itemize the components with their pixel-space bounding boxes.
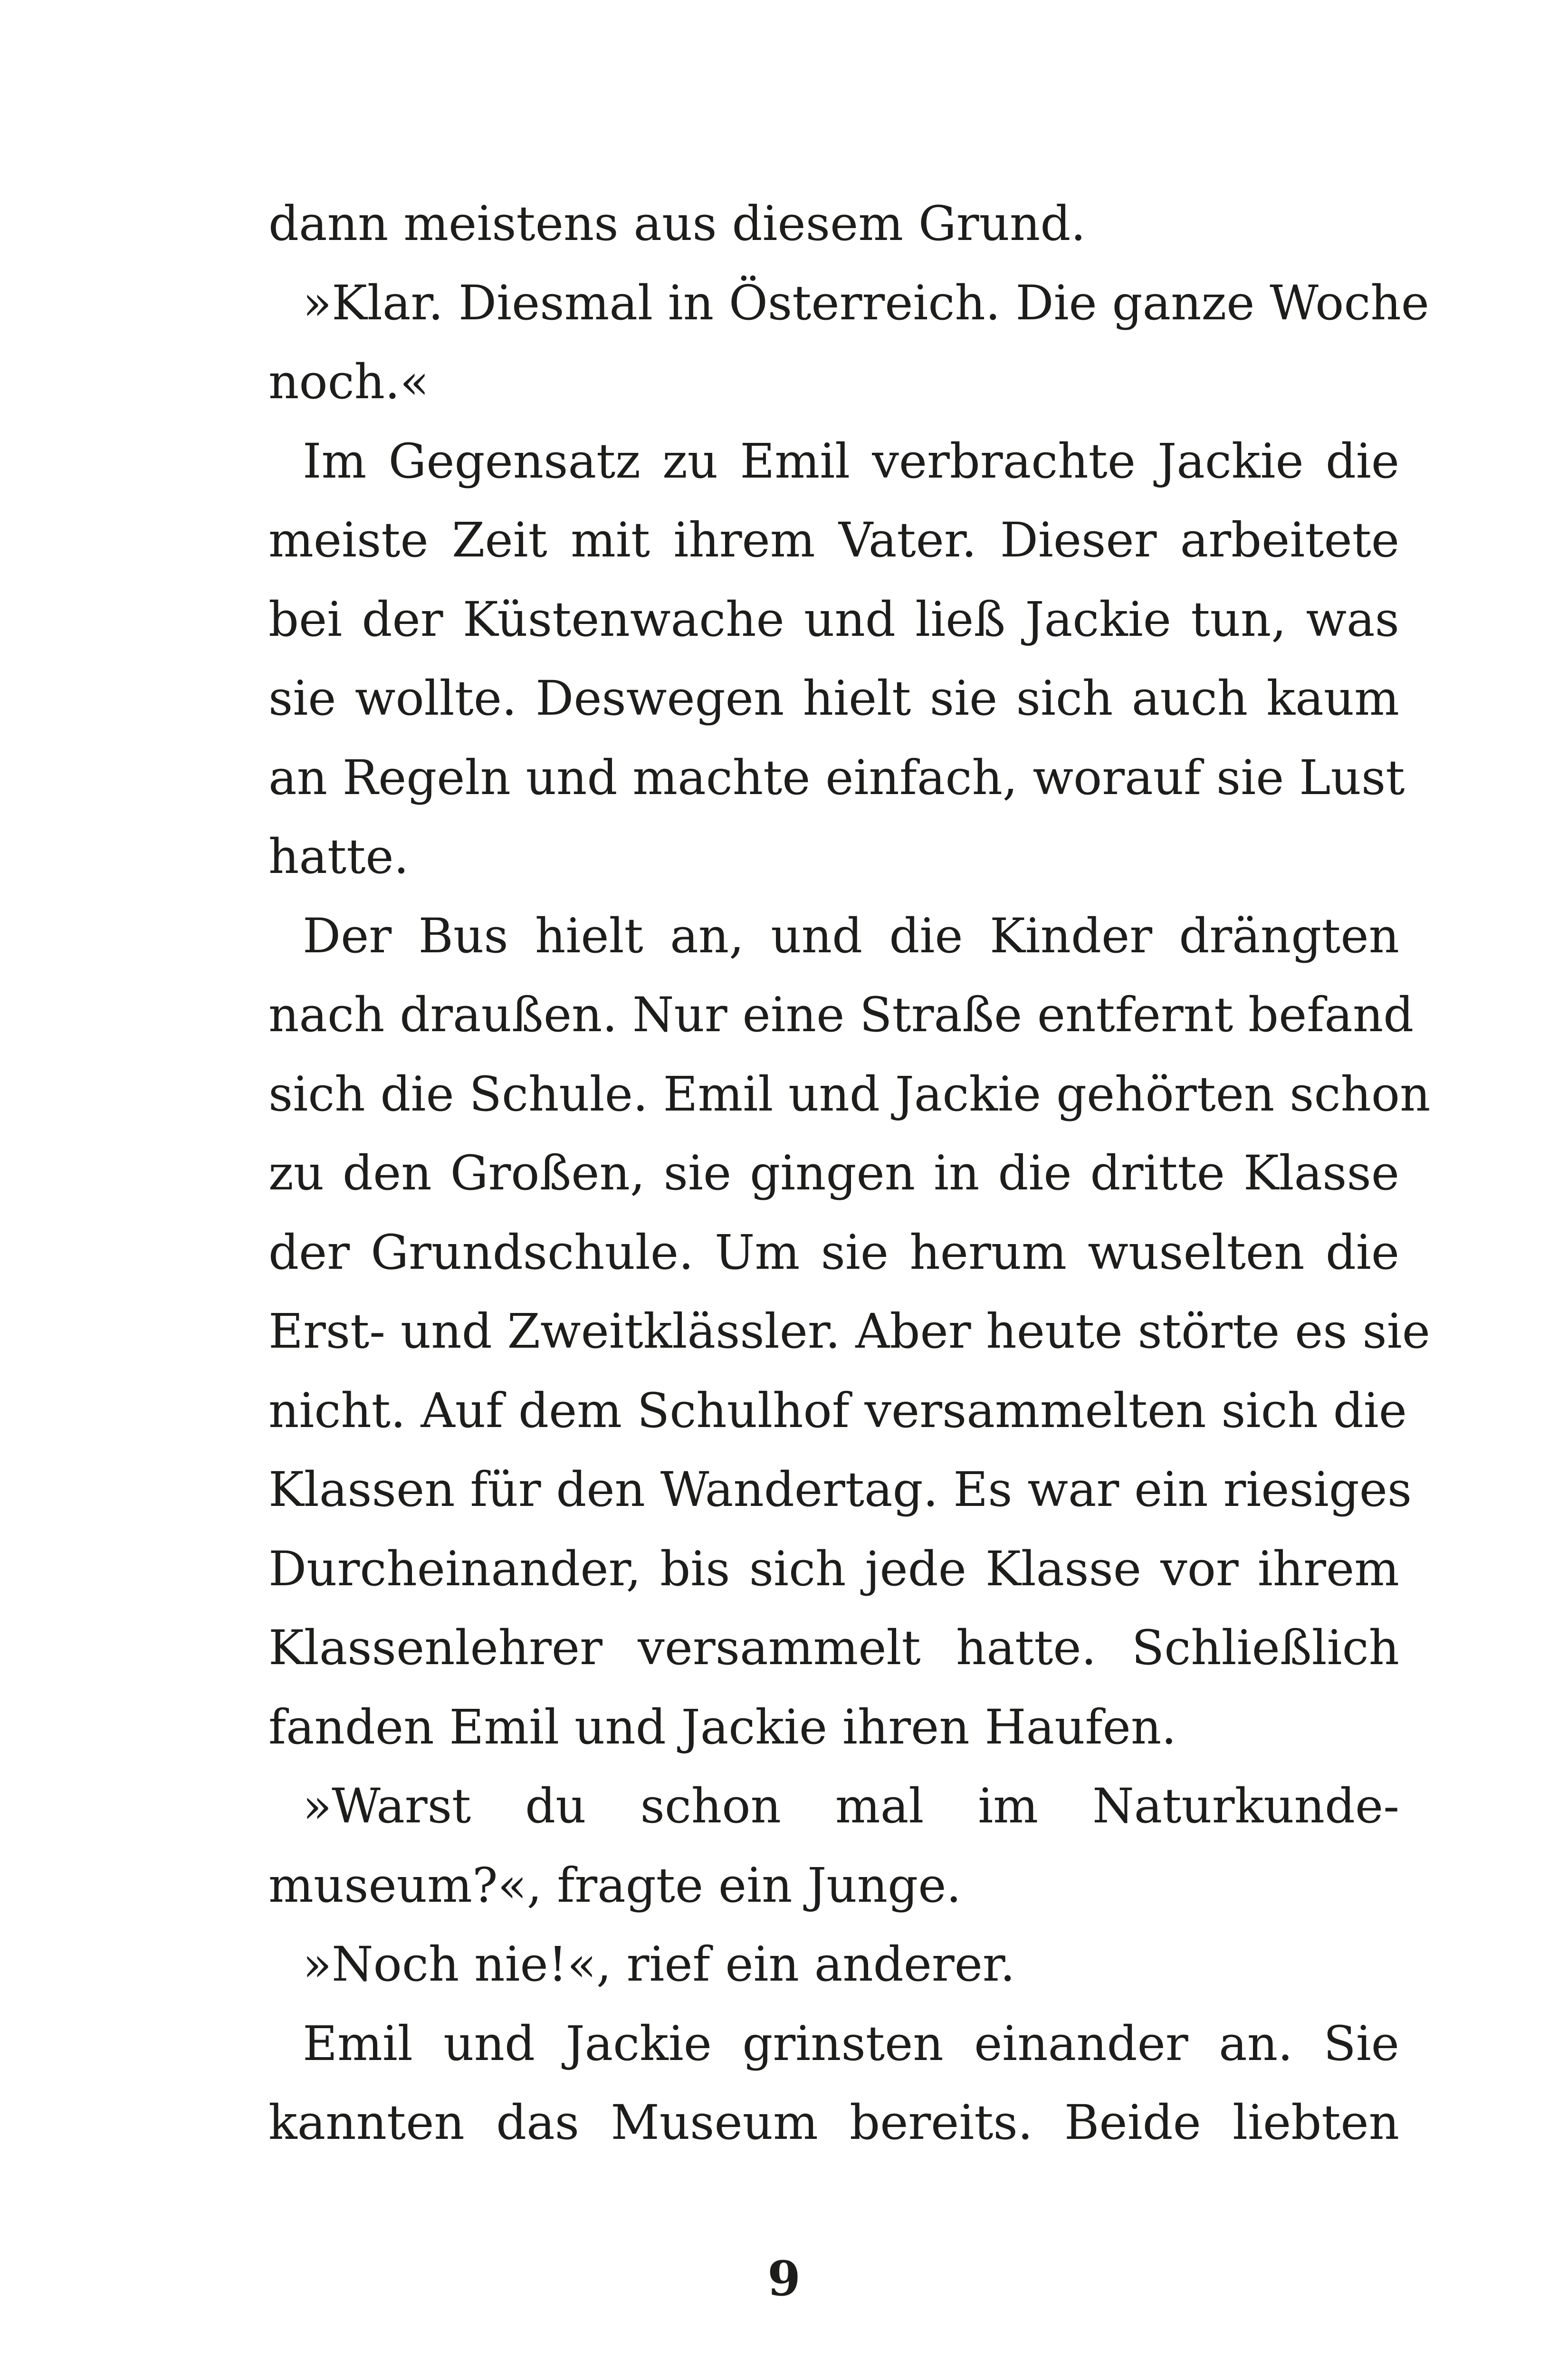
text-line: Im Gegensatz zu Emil verbrachte Jackie die	[303, 433, 1399, 489]
text-line: Klassen für den Wandertag. Es war ein riesiges	[268, 1462, 1412, 1517]
page-number: 9	[767, 2251, 801, 2307]
text-line: Klassenlehrer versammelt hatte. Schließlich	[268, 1620, 1399, 1676]
text-line: meiste Zeit mit ihrem Vater. Dieser arbeitete	[268, 512, 1399, 568]
text-line: museum?«, fragte ein Junge.	[268, 1857, 962, 1913]
text-line: »Warst du schon mal im Naturkunde-	[303, 1778, 1399, 1834]
text-line: Erst- und Zweitklässler. Aber heute störte es sie	[268, 1303, 1430, 1359]
text-line: bei der Küstenwache und ließ Jackie tun, was	[268, 591, 1399, 647]
text-line: sie wollte. Deswegen hielt sie sich auch kaum	[268, 671, 1399, 726]
text-line: Der Bus hielt an, und die Kinder drängten	[303, 908, 1399, 964]
text-line: »Klar. Diesmal in Österreich. Die ganze Woche	[303, 275, 1429, 331]
text-line: noch.«	[268, 354, 429, 410]
text-line: Emil und Jackie grinsten einander an. Sie	[303, 2015, 1399, 2071]
text-line: nach draußen. Nur eine Straße entfernt befand	[268, 987, 1414, 1043]
text-line: »Noch nie!«, rief ein anderer.	[303, 1936, 1015, 1992]
text-line: nicht. Auf dem Schulhof versammelten sich die	[268, 1382, 1407, 1438]
text-line: kannten das Museum bereits. Beide liebten	[268, 2095, 1399, 2150]
text-line: fanden Emil und Jackie ihren Haufen.	[268, 1699, 1177, 1755]
text-line: dann meistens aus diesem Grund.	[268, 196, 1086, 251]
text-line: zu den Großen, sie gingen in die dritte Klasse	[268, 1145, 1399, 1201]
text-line: Durcheinander, bis sich jede Klasse vor ihrem	[268, 1541, 1399, 1597]
text-line: hatte.	[268, 829, 409, 884]
body-text	[268, 184, 1431, 2163]
text-line: sich die Schule. Emil und Jackie gehörten schon	[268, 1066, 1431, 1122]
text-line: der Grundschule. Um sie herum wuselten die	[268, 1224, 1399, 1280]
text-line: an Regeln und machte einfach, worauf sie Lust	[268, 749, 1405, 805]
